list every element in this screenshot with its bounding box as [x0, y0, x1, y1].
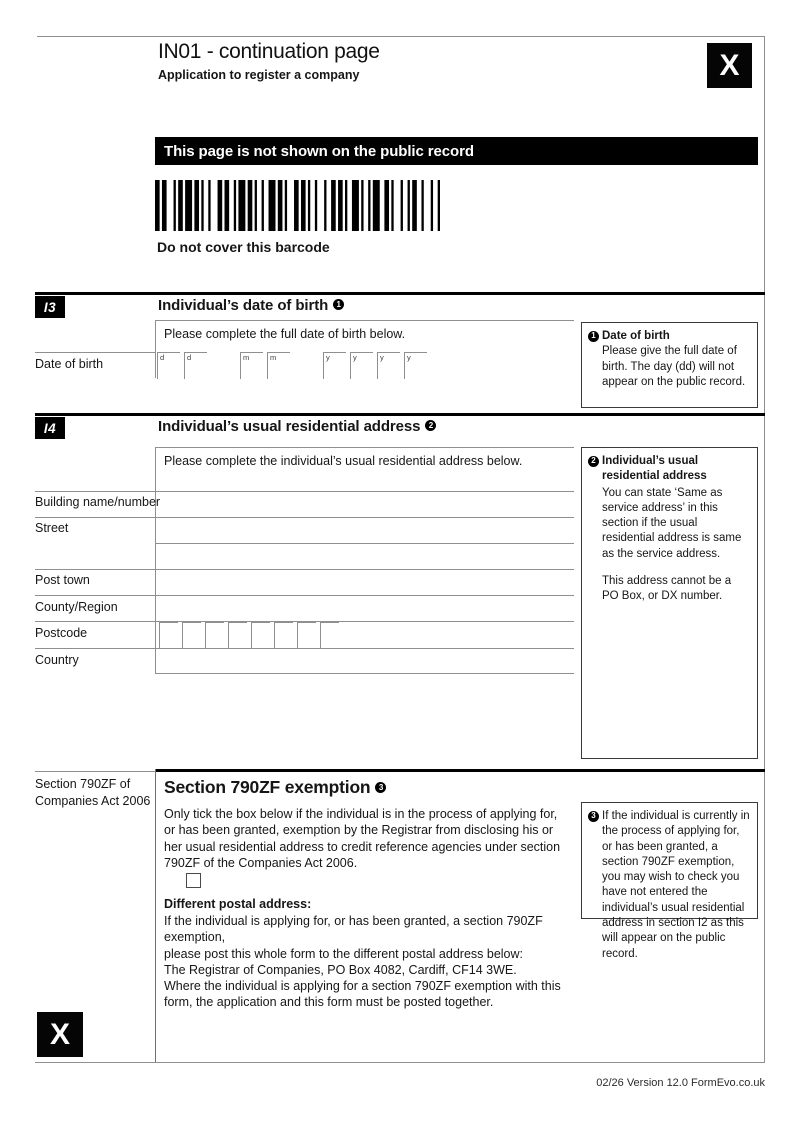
postcode-cell-input[interactable] — [205, 622, 224, 649]
street-input-line1[interactable] — [156, 518, 573, 542]
post-town-label: Post town — [35, 573, 90, 587]
section-i4-divider — [35, 413, 765, 416]
street-input-line2[interactable] — [156, 544, 573, 568]
section-i4-heading — [158, 418, 436, 435]
dob-label: Date of birth — [35, 357, 104, 371]
dob-cell-input[interactable] — [240, 352, 263, 379]
building-name-label: Building name/number — [35, 495, 161, 509]
country-label: Country — [35, 653, 79, 667]
section-i3-heading — [158, 297, 344, 314]
section-i4-tab: I4 — [35, 417, 65, 439]
page-top-border — [37, 36, 764, 37]
note-3-badge-icon: 3 — [588, 811, 599, 822]
postcode-label: Postcode — [35, 626, 88, 640]
note-date-of-birth — [581, 322, 758, 408]
dob-label-rule — [35, 352, 155, 353]
note-2-badge-icon: 2 — [425, 420, 436, 431]
note-2-body1: You can state ‘Same as service address’ in this section if the usual residential address is same as the service address. — [602, 486, 742, 560]
note-2-title: Individual’s usual residential address — [602, 455, 707, 483]
barcode — [155, 180, 440, 231]
dob-intro: Please complete the full date of birth below. — [164, 327, 406, 341]
para2-line3: The Registrar of Companies, PO Box 4082, Cardiff, CF14 3WE. — [164, 962, 517, 977]
barcode-caption: Do not cover this barcode — [157, 239, 330, 255]
dob-cell-input[interactable] — [184, 352, 207, 379]
section-790zf-side-rule — [35, 771, 155, 772]
dob-cell-input[interactable] — [323, 352, 346, 379]
county-region-label: County/Region — [35, 600, 118, 614]
side-label-line1: Section 790ZF of — [35, 777, 131, 791]
postcode-cell-input[interactable] — [297, 622, 316, 649]
cell-hint-letter: y — [353, 353, 357, 362]
cell-hint-letter: d — [160, 353, 165, 362]
cell-hint-letter: y — [380, 353, 384, 362]
cell-hint-letter: y — [326, 353, 330, 362]
note-residential-address — [581, 447, 758, 759]
note-1-badge-icon: 1 — [333, 299, 344, 310]
note-3-body: If the individual is currently in the process of applying for, or has been granted, a section 790ZF exemption, you may wish to check you have not entered the individual’s usual residential address in section I2 as this will appear on the public record. — [602, 810, 750, 960]
para2-line1: If the individual is applying for, or has been granted, a section 790ZF exemption, — [164, 914, 543, 945]
section-i3-divider — [35, 292, 765, 295]
country-input[interactable] — [156, 649, 573, 672]
dob-cell-input[interactable] — [157, 352, 180, 379]
different-postal-address-heading: Different postal address: — [164, 897, 312, 911]
section-i3-tab: I3 — [35, 296, 65, 318]
exemption-checkbox[interactable] — [186, 873, 201, 888]
dob-cell-input[interactable] — [267, 352, 290, 379]
page-right-border — [764, 36, 765, 1063]
cell-hint-letter: m — [270, 353, 277, 362]
postcode-cell-input[interactable] — [159, 622, 178, 649]
note-3-badge-icon: 3 — [375, 782, 386, 793]
street-label: Street — [35, 521, 69, 535]
postcode-cell-input[interactable] — [182, 622, 201, 649]
form-subtitle: Application to register a company — [158, 68, 360, 82]
exemption-paragraph-1: Only tick the box below if the individual is in the process of applying for, or has been granted, exemption by the Registrar from disclosing his or her usual residential address to credit reference agencies under section 790ZF of the Companies Act 2006. — [164, 807, 561, 870]
post-town-input[interactable] — [156, 570, 573, 594]
cell-hint-letter: y — [407, 353, 411, 362]
building-name-input[interactable] — [156, 492, 573, 516]
section-790zf-heading-text: Section 790ZF exemption — [164, 777, 371, 797]
note-1-body: Please give the full date of birth. The day (dd) will not appear on the public record. — [602, 345, 746, 388]
dob-cells[interactable] — [157, 352, 431, 379]
dob-cell-input[interactable] — [350, 352, 373, 379]
exemption-paragraph-3: Where the individual is applying for a section 790ZF exemption with this form, the application and this form must be posted together. — [164, 979, 561, 1010]
note-790zf-exemption — [581, 802, 758, 960]
section-790zf-divider — [155, 769, 765, 772]
dob-cell-input[interactable] — [377, 352, 400, 379]
dob-cell-input[interactable] — [404, 352, 427, 379]
para2-line2: please post this whole form to the different postal address below: — [164, 946, 524, 961]
county-region-input[interactable] — [156, 596, 573, 620]
postcode-cell-input[interactable] — [274, 622, 293, 649]
exemption-paragraph-2 — [164, 913, 574, 978]
corner-mark-bottom: X — [37, 1012, 83, 1057]
postcode-cell-input[interactable] — [251, 622, 270, 649]
address-intro: Please complete the individual’s usual residential address below. — [164, 454, 523, 468]
postcode-cell-input[interactable] — [320, 622, 339, 649]
note-1-title: Date of birth — [602, 330, 670, 342]
address-rule-8 — [155, 673, 574, 674]
section-790zf-column-rule — [155, 769, 156, 1062]
page-bottom-border — [35, 1062, 765, 1063]
section-i4-heading-text: Individual’s usual residential address — [158, 418, 421, 435]
section-790zf-heading — [164, 777, 386, 798]
side-label-line2: Companies Act 2006 — [35, 793, 151, 808]
note-1-badge-icon: 1 — [588, 331, 599, 342]
corner-mark-top: X — [707, 43, 752, 88]
form-title: IN01 - continuation page — [158, 40, 380, 63]
footer-version-text: 02/26 Version 12.0 FormEvo.co.uk — [596, 1077, 765, 1089]
postcode-cells[interactable] — [159, 622, 343, 649]
public-record-banner: This page is not shown on the public record — [155, 137, 758, 165]
note-2-badge-icon: 2 — [588, 456, 599, 467]
section-790zf-side-label — [35, 776, 150, 810]
cell-hint-letter: d — [187, 353, 192, 362]
section-i3-heading-text: Individual’s date of birth — [158, 297, 329, 314]
postcode-cell-input[interactable] — [228, 622, 247, 649]
note-2-body2: This address cannot be a PO Box, or DX number. — [602, 574, 732, 603]
cell-hint-letter: m — [243, 353, 250, 362]
